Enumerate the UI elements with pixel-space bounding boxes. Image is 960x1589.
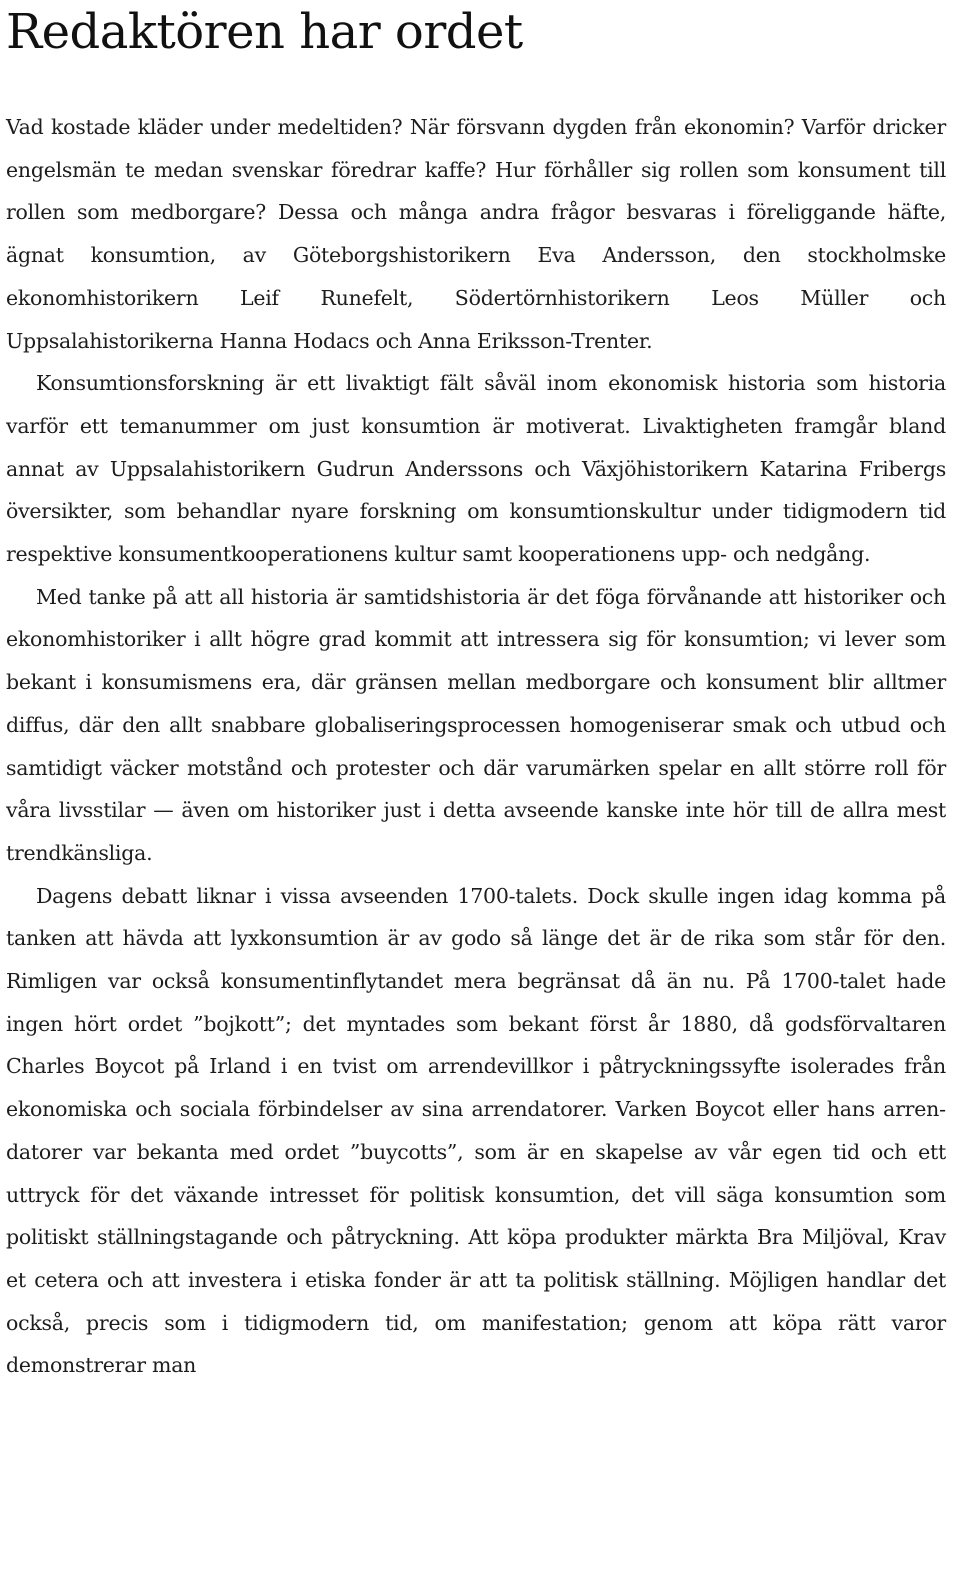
paragraph-1: Vad kostade kläder under medeltiden? När försvann dygden från ekonomin? Varför dricker engelsmän te medan svenskar föredrar kaffe? Hur förhåller sig rollen som konsument till rollen som medborgare? Dessa och många andra frågor besvaras i föreliggande häfte, ägnat konsumtion, av Göteborgshistorikern Eva Andersson, den stockholmske ekonomhistorikern Leif Runefelt, Södertörnhistorikern Leos Müller och Uppsalahistorikerna Hanna Hodacs och Anna Eriksson-Trenter.	[6, 115, 946, 353]
page-title: Redaktören har ordet	[6, 4, 523, 60]
paragraph-2: Konsumtionsforskning är ett livaktigt fält såväl inom ekonomisk historia som historia varför ett temanummer om just konsumtion är motiverat. Livaktigheten framgår bland annat av Uppsalahistorikern Gudrun Anderssons och Växjöhistorikern Katarina Fribergs översikter, som behandlar nyare forskning om konsumtionskultur under tidigmodern tid respektive konsumentkooperationens kultur samt kooperationens upp- och nedgång.	[6, 371, 946, 567]
paragraph-4: Dagens debatt liknar i vissa avseenden 1700-talets. Dock skulle ingen idag komma på tanken att hävda att lyxkonsumtion är av godo så länge det är de rika som står för den. Rimligen var också konsumentinflytandet mera begränsat då än nu. På 1700-talet hade ingen hört ordet ”bojkott”; det myntades som bekant först år 1880, då godsförvaltaren Charles Boycot på Irland i en tvist om arrendevillkor i påtryckningssyfte isolerades från ekonomiska och sociala förbindelser av sina arrendatorer. Varken Boycot eller hans arrendatorer var bekanta med ordet ”buycotts”, som är en skapelse av vår egen tid och ett uttryck för det växande intresset för politisk konsumtion, det vill säga konsumtion som politiskt ställningstagande och påtryckning. Att köpa produkter märkta Bra Miljöval, Krav et cetera och att investera i etiska fonder är att ta politisk ställning. Möjligen handlar det också, precis som i tidigmodern tid, om manifestation; genom att köpa rätt varor demonstrerar man	[6, 883, 946, 1378]
document-page	[6, 0, 946, 1387]
paragraph-3: Med tanke på att all historia är samtidshistoria är det föga förvånande att historiker och ekonomhistoriker i allt högre grad kommit att intressera sig för konsumtion; vi lever som bekant i konsumismens era, där gränsen mellan medborgare och konsument blir alltmer diffus, där den allt snabbare globaliseringsprocessen homogeniserar smak och utbud och samtidigt väcker motstånd och protester och där varumärken spelar en allt större roll för våra livsstilar — även om historiker just i detta avseende kanske inte hör till de allra mest trendkänsliga.	[6, 584, 946, 865]
article-body	[6, 106, 946, 1387]
